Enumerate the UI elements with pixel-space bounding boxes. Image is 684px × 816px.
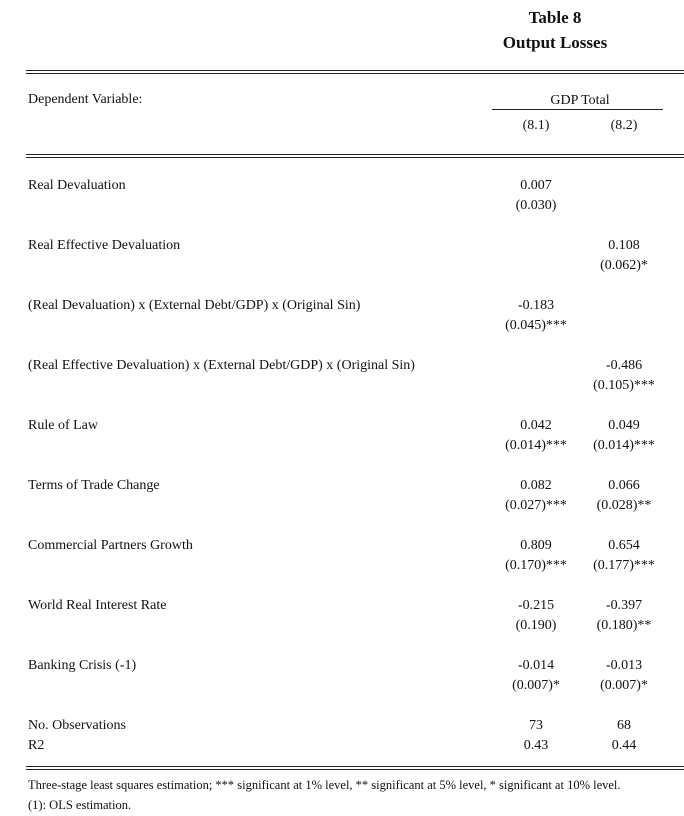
coef-cell: -0.486 <box>605 358 643 373</box>
se-cell: (0.045)*** <box>505 318 567 333</box>
top-rule-1 <box>26 70 684 71</box>
se-cell: (0.190) <box>515 618 557 633</box>
coef-cell: 0.654 <box>608 538 640 553</box>
coef-cell: 0.007 <box>520 178 552 193</box>
se-cell: (0.027)*** <box>505 498 567 513</box>
row-label-effective-devaluation-interaction: (Real Effective Devaluation) x (External Debt/GDP) x (Original Sin) <box>28 358 415 373</box>
coef-cell: 0.108 <box>608 238 640 253</box>
row-label-world-real-interest-rate: World Real Interest Rate <box>28 598 167 613</box>
coef-cell: -0.014 <box>517 658 555 673</box>
se-cell: (0.177)*** <box>593 558 655 573</box>
row-label-devaluation-interaction: (Real Devaluation) x (External Debt/GDP) x (Original Sin) <box>28 298 361 313</box>
column-header-8-2: (8.2) <box>610 118 638 133</box>
row-label-rule-of-law: Rule of Law <box>28 418 98 433</box>
coef-cell: 0.809 <box>520 538 552 553</box>
coef-cell: -0.397 <box>605 598 643 613</box>
table-title: Table 8 <box>528 8 582 27</box>
row-label-banking-crisis: Banking Crisis (-1) <box>28 658 137 673</box>
se-cell: (0.007)* <box>600 678 648 693</box>
column-group-rule <box>492 109 663 110</box>
coef-cell: -0.215 <box>517 598 555 613</box>
se-cell: (0.062)* <box>600 258 648 273</box>
se-cell: (0.007)* <box>512 678 560 693</box>
r2-label: R2 <box>28 738 45 753</box>
row-label-commercial-partners-growth: Commercial Partners Growth <box>28 538 193 553</box>
bottom-rule-1 <box>26 766 684 767</box>
row-label-real-devaluation: Real Devaluation <box>28 178 126 193</box>
header-rule-1 <box>26 154 684 155</box>
coef-cell: 0.042 <box>520 418 552 433</box>
coef-cell: 0.066 <box>608 478 640 493</box>
dependent-variable-name: GDP Total <box>550 93 610 108</box>
se-cell: (0.014)*** <box>593 438 655 453</box>
table-note: Three-stage least squares estimation; *** significant at 1% level, ** significant at 5% level, * significant at 10% level. <box>28 778 621 792</box>
se-cell: (0.180)** <box>596 618 652 633</box>
row-label-terms-of-trade-change: Terms of Trade Change <box>28 478 160 493</box>
coef-cell: -0.013 <box>605 658 643 673</box>
coef-cell: -0.183 <box>517 298 555 313</box>
se-cell: (0.014)*** <box>505 438 567 453</box>
se-cell: (0.105)*** <box>593 378 655 393</box>
observations-label: No. Observations <box>28 718 126 733</box>
row-label-real-effective-devaluation: Real Effective Devaluation <box>28 238 181 253</box>
dependent-variable-label: Dependent Variable: <box>28 92 143 107</box>
header-rule-2 <box>26 157 684 158</box>
coef-cell: 0.049 <box>608 418 640 433</box>
observations-8-1: 73 <box>529 718 543 733</box>
se-cell: (0.170)*** <box>505 558 567 573</box>
se-cell: (0.028)** <box>596 498 652 513</box>
r2-8-1: 0.43 <box>523 738 549 753</box>
column-header-8-1: (8.1) <box>522 118 550 133</box>
top-rule-2 <box>26 73 684 74</box>
r2-8-2: 0.44 <box>611 738 637 753</box>
observations-8-2: 68 <box>617 718 631 733</box>
table-subtitle: Output Losses <box>502 33 608 52</box>
coef-cell: 0.082 <box>520 478 552 493</box>
se-cell: (0.030) <box>515 198 557 213</box>
bottom-rule-2 <box>26 769 684 770</box>
table-note: (1): OLS estimation. <box>28 798 132 812</box>
